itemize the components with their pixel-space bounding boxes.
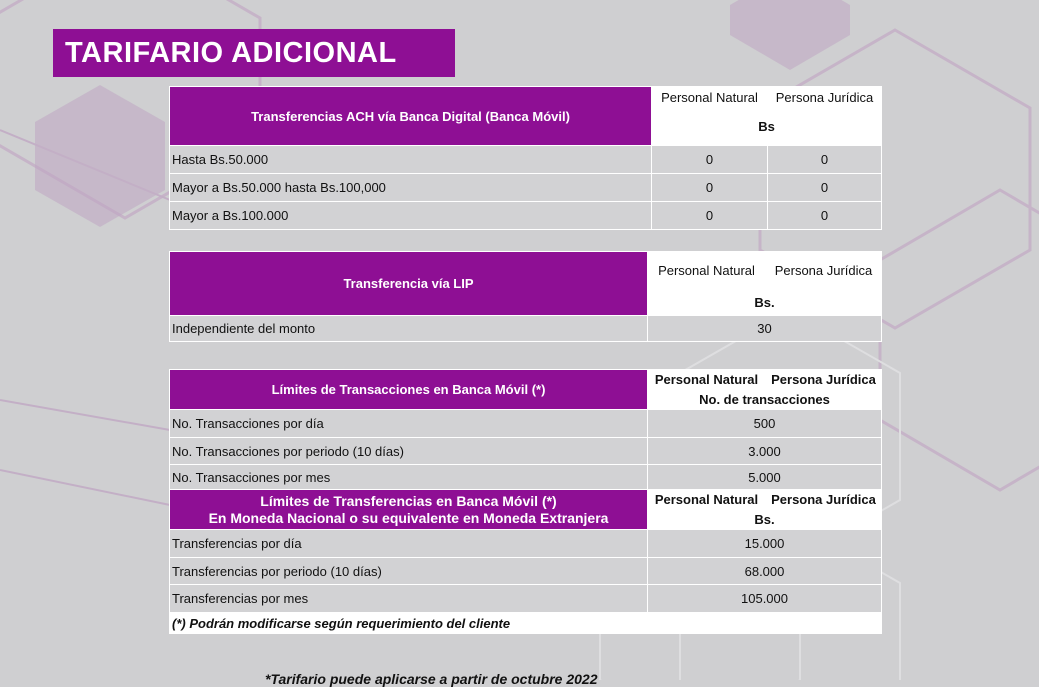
unit-label: Bs. xyxy=(648,290,882,316)
value-natural: 0 xyxy=(652,202,768,230)
lip-transfer-table xyxy=(169,251,882,342)
table-row xyxy=(170,438,882,465)
table-row xyxy=(170,585,882,613)
value-juridica: 0 xyxy=(768,146,882,174)
row-value: 3.000 xyxy=(648,438,882,465)
row-value: 68.000 xyxy=(648,558,882,585)
table-row xyxy=(170,316,882,342)
lip-table-heading: Transferencia vía LIP xyxy=(170,252,648,316)
value-juridica: 0 xyxy=(768,174,882,202)
ach-table-heading: Transferencias ACH vía Banca Digital (Banca Móvil) xyxy=(170,87,652,146)
row-value: 30 xyxy=(648,316,882,342)
transfer-limits-heading-line2: En Moneda Nacional o su equivalente en Moneda Extranjera xyxy=(208,509,609,526)
transfer-limits-heading-line1: Límites de Transferencias en Banca Móvil (*) xyxy=(260,492,557,509)
unit-label: No. de transacciones xyxy=(648,390,882,410)
row-label: Transferencias por periodo (10 días) xyxy=(170,558,648,585)
row-label: No. Transacciones por mes xyxy=(170,465,648,490)
row-value: 5.000 xyxy=(648,465,882,490)
row-label: No. Transacciones por periodo (10 días) xyxy=(170,438,648,465)
footnote: (*) Podrán modificarse según requerimiento del cliente xyxy=(170,613,882,634)
bottom-note: *Tarifario puede aplicarse a partir de octubre 2022 xyxy=(265,671,598,687)
row-label: Independiente del monto xyxy=(170,316,648,342)
transaction-limits-table xyxy=(169,369,882,490)
row-label: No. Transacciones por día xyxy=(170,410,648,438)
transfer-limits-table xyxy=(169,489,882,634)
col-persona-juridica: Persona Jurídica xyxy=(766,252,882,290)
table-row xyxy=(170,465,882,490)
row-value: 15.000 xyxy=(648,530,882,558)
row-label: Hasta Bs.50.000 xyxy=(170,146,652,174)
table-row xyxy=(170,146,882,174)
transfer-limits-heading xyxy=(170,490,648,530)
col-personal-natural: Personal Natural xyxy=(652,87,768,108)
table-row xyxy=(170,202,882,230)
row-label: Transferencias por mes xyxy=(170,585,648,613)
table-row xyxy=(170,558,882,585)
col-persona-juridica: Persona Jurídica xyxy=(766,490,882,510)
col-persona-juridica: Persona Jurídica xyxy=(768,87,882,108)
table-row xyxy=(170,410,882,438)
table-row xyxy=(170,530,882,558)
row-label: Mayor a Bs.50.000 hasta Bs.100,000 xyxy=(170,174,652,202)
row-label: Transferencias por día xyxy=(170,530,648,558)
col-personal-natural: Personal Natural xyxy=(648,252,766,290)
col-personal-natural: Personal Natural xyxy=(648,370,766,390)
row-label: Mayor a Bs.100.000 xyxy=(170,202,652,230)
col-personal-natural: Personal Natural xyxy=(648,490,766,510)
ach-transfer-table xyxy=(169,86,882,230)
unit-label: Bs xyxy=(652,108,882,146)
row-value: 500 xyxy=(648,410,882,438)
col-persona-juridica: Persona Jurídica xyxy=(766,370,882,390)
row-value: 105.000 xyxy=(648,585,882,613)
value-natural: 0 xyxy=(652,146,768,174)
table-row xyxy=(170,174,882,202)
limits-table-heading: Límites de Transacciones en Banca Móvil (*) xyxy=(170,370,648,410)
unit-label: Bs. xyxy=(648,510,882,530)
page-title: TARIFARIO ADICIONAL xyxy=(53,29,455,77)
value-juridica: 0 xyxy=(768,202,882,230)
value-natural: 0 xyxy=(652,174,768,202)
